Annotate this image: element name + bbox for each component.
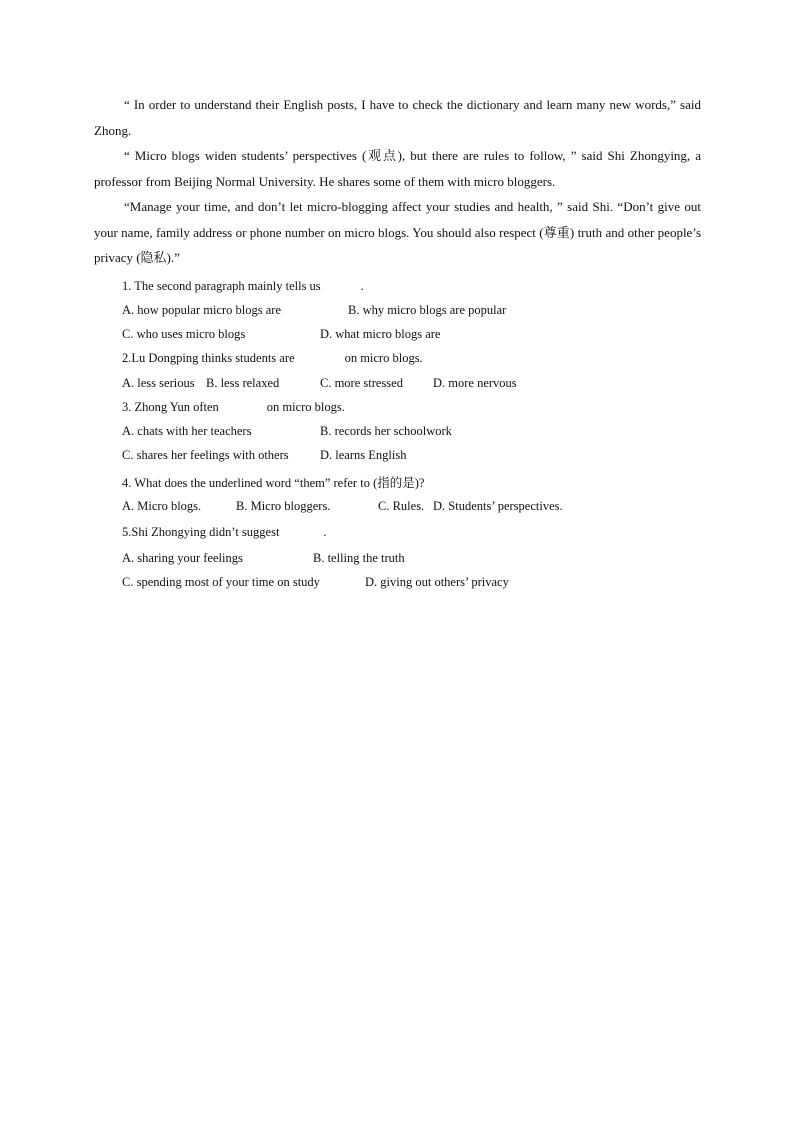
question-2-text: 2.Lu Dongping thinks students are xyxy=(122,351,295,365)
question-4-option-b: B. Micro bloggers. xyxy=(236,499,331,513)
question-4-stem xyxy=(122,473,424,491)
question-3-end: on micro blogs. xyxy=(266,400,345,414)
question-3-stem xyxy=(122,400,345,415)
question-4-option-d: D. Students’ perspectives. xyxy=(433,499,563,513)
question-5-option-b: B. telling the truth xyxy=(313,551,405,565)
question-5-text: 5.Shi Zhongying didn’t suggest xyxy=(122,525,280,539)
question-5-option-a: A. sharing your feelings xyxy=(122,551,243,565)
question-4-option-a: A. Micro blogs. xyxy=(122,499,202,513)
question-5-end: . xyxy=(323,525,327,539)
question-4-text: 4. What does the underlined word “them” refer to (指的是)? xyxy=(122,476,425,490)
question-3-option-c: C. shares her feelings with others xyxy=(122,448,289,462)
question-1-option-b: B. why micro blogs are popular xyxy=(348,303,507,317)
question-2-option-a: A. less serious xyxy=(122,376,195,390)
question-1-option-d: D. what micro blogs are xyxy=(320,327,441,341)
passage-paragraph-3: “Manage your time, and don’t let micro-blogging affect your studies and health, ” said Shi. “Don’t give out your name, family address or phone number on micro blogs. You should also respect (尊重) truth and other people’s privacy (隐私).” xyxy=(94,199,701,265)
passage-paragraph-2: “ Micro blogs widen students’ perspectives (观点), but there are rules to follow, ” said Shi Zhongying, a professor from Beijing Normal University. He shares some of them with micro bloggers. xyxy=(94,148,701,189)
question-2-option-d: D. more nervous xyxy=(433,376,517,390)
question-2-stem xyxy=(122,351,423,366)
question-2-option-c: C. more stressed xyxy=(320,376,403,390)
question-5-stem xyxy=(122,525,327,540)
question-4-option-c: C. Rules. xyxy=(378,499,425,513)
passage-paragraph-1: “ In order to understand their English posts, I have to check the dictionary and learn many new words,” said Zhong. xyxy=(94,97,701,138)
question-5-option-d: D. giving out others’ privacy xyxy=(365,575,509,589)
question-1-text: 1. The second paragraph mainly tells us xyxy=(122,279,321,293)
question-3-option-b: B. records her schoolwork xyxy=(320,424,452,438)
question-1-option-a: A. how popular micro blogs are xyxy=(122,303,281,317)
question-1-end: . xyxy=(360,279,364,293)
question-2-option-b: B. less relaxed xyxy=(206,376,280,390)
question-2-end: on micro blogs. xyxy=(344,351,423,365)
question-3-option-a: A. chats with her teachers xyxy=(122,424,252,438)
question-3-option-d: D. learns English xyxy=(320,448,407,462)
question-1-stem xyxy=(122,279,364,294)
question-3-text: 3. Zhong Yun often xyxy=(122,400,219,414)
question-5-option-c: C. spending most of your time on study xyxy=(122,575,320,589)
question-1-option-c: C. who uses micro blogs xyxy=(122,327,246,341)
